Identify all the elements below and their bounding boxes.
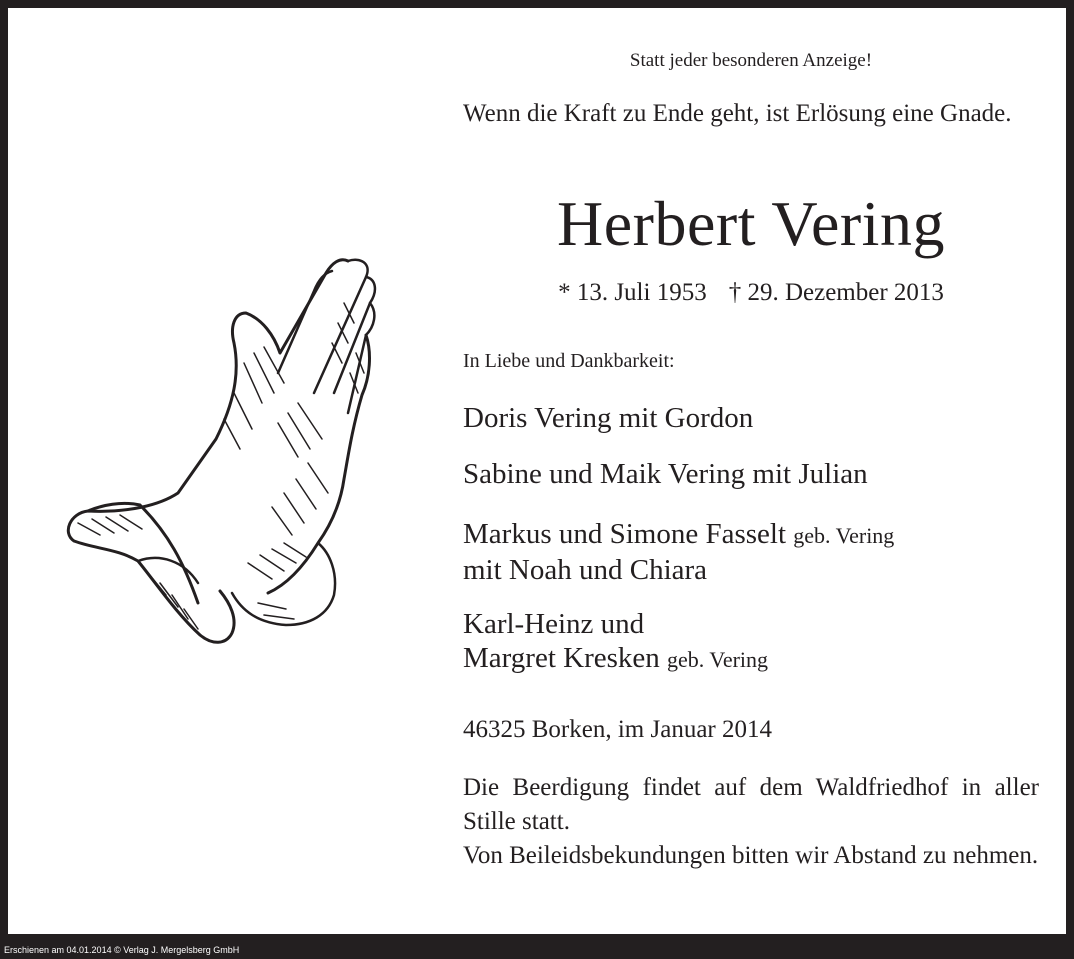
family-line: Margret Kresken — [463, 642, 660, 674]
place-date: 46325 Borken, im Januar 2014 — [463, 716, 772, 743]
obituary-notice — [8, 8, 1066, 934]
birth-date: * 13. Juli 1953 — [558, 279, 707, 306]
family-entry — [463, 457, 1039, 491]
family-entry — [463, 517, 1039, 587]
funeral-text: Die Beerdigung findet auf dem Waldfriedhof in aller Stille statt. — [463, 774, 1039, 835]
condolence-text: Von Beileidsbekundungen bitten wir Abstand zu nehmen. — [463, 842, 1039, 869]
motto: Wenn die Kraft zu Ende geht, ist Erlösung eine Gnade. — [463, 100, 1012, 127]
family-entry — [463, 401, 1039, 435]
family-line: Markus und Simone Fasselt — [463, 518, 787, 550]
family-line: mit Noah und Chiara — [463, 554, 708, 586]
family-line: Karl-Heinz und — [463, 608, 645, 640]
family-line: Doris Vering mit Gordon — [463, 402, 754, 434]
death-date: † 29. Dezember 2013 — [728, 279, 944, 306]
publication-footer: Erschienen am 04.01.2014 © Verlag J. Mergelsberg GmbH — [4, 945, 240, 955]
notice-header: Statt jeder besonderen Anzeige! — [629, 50, 873, 71]
family-intro: In Liebe und Dankbarkeit: — [463, 350, 675, 372]
maiden-name-note: geb. Vering — [793, 523, 895, 548]
praying-hands-icon — [48, 243, 388, 663]
deceased-name: Herbert Vering — [557, 188, 945, 259]
family-entry — [463, 607, 1039, 677]
maiden-name-note: geb. Vering — [667, 647, 769, 672]
life-dates — [463, 278, 1039, 308]
family-line: Sabine und Maik Vering mit Julian — [463, 458, 868, 490]
funeral-info — [463, 771, 1039, 873]
